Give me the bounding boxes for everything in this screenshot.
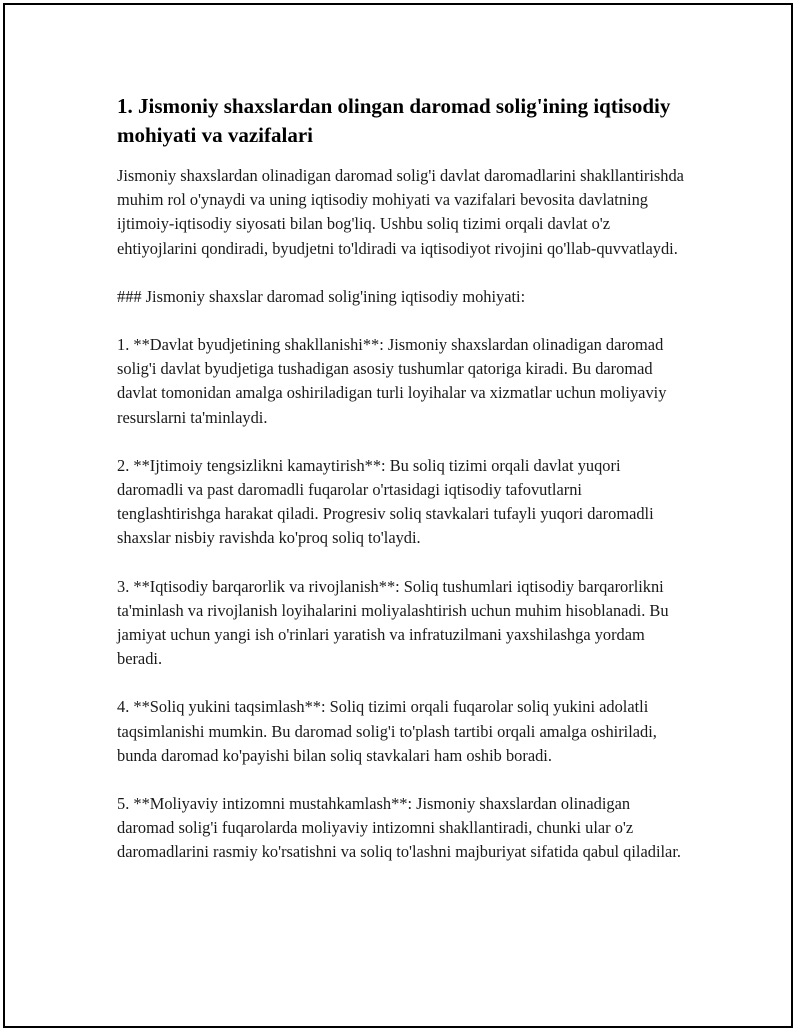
section-subheading: ### Jismoniy shaxslar daromad solig'ining iqtisodiy mohiyati: — [117, 286, 526, 306]
list-item: 1. **Davlat byudjetining shakllanishi**: Jismoniy shaxslardan olinadigan daromad solig'i davlat byudjetiga tushadigan asosiy tushumlar qatoriga kiradi. Bu daromad davlat tomonidan amalga oshiriladigan turli loyihalar va xizmatlar uchun moliyaviy resurslarni ta'minlaydi. — [117, 335, 667, 427]
document-body — [117, 92, 689, 889]
list-item: 5. **Moliyaviy intizomni mustahkamlash**: Jismoniy shaxslardan olinadigan daromad solig'i fuqarolarda moliyaviy intizomni shakllantiradi, chunki ular o'z daromadlarini rasmiy ko'rsatishni va soliq to'lashni majburiyat sifatida qabul qiladilar. — [117, 794, 681, 862]
list-item: 3. **Iqtisodiy barqarorlik va rivojlanish**: Soliq tushumlari iqtisodiy barqarorlikni ta'minlash va rivojlanish loyihalarini moliyalashtirish uchun muhim hisoblanadi. Bu jamiyat uchun yangi ish o'rinlari yaratish va infratuzilmani yaxshilashga yordam beradi. — [117, 576, 669, 669]
intro-paragraph: Jismoniy shaxslardan olinadigan daromad solig'i davlat daromadlarini shakllantirishda muhim rol o'ynaydi va uning iqtisodiy mohiyati va vazifalari bevosita davlatning ijtimoiy-iqtisodiy siyosati bilan bog'liq. Ushbu soliq tizimi orqali davlat o'z ehtiyojlarini qondiradi, byudjetni to'ldiradi va iqtisodiyot rivojini qo'llab-quvvatlaydi. — [117, 166, 684, 258]
list-item: 2. **Ijtimoiy tengsizlikni kamaytirish**: Bu soliq tizimi orqali davlat yuqori daromadli va past daromadli fuqarolar o'rtasidagi iqtisodiy tafovutlarni tenglashtirishga harakat qiladi. Progresiv soliq stavkalari tufayli yuqori daromadli shaxslar nisbiy ravishda ko'proq soliq to'laydi. — [117, 455, 654, 548]
document-title: 1. Jismoniy shaxslardan olingan daromad solig'ining iqtisodiy mohiyati va vazifalari — [117, 94, 671, 147]
list-item: 4. **Soliq yukini taqsimlash**: Soliq tizimi orqali fuqarolar soliq yukini adolatli taqsimlanishi mumkin. Bu daromad solig'i to'plash tartibi orqali amalga oshiriladi, bunda daromad ko'payishi bilan soliq stavkalari ham oshib boradi. — [117, 697, 657, 765]
